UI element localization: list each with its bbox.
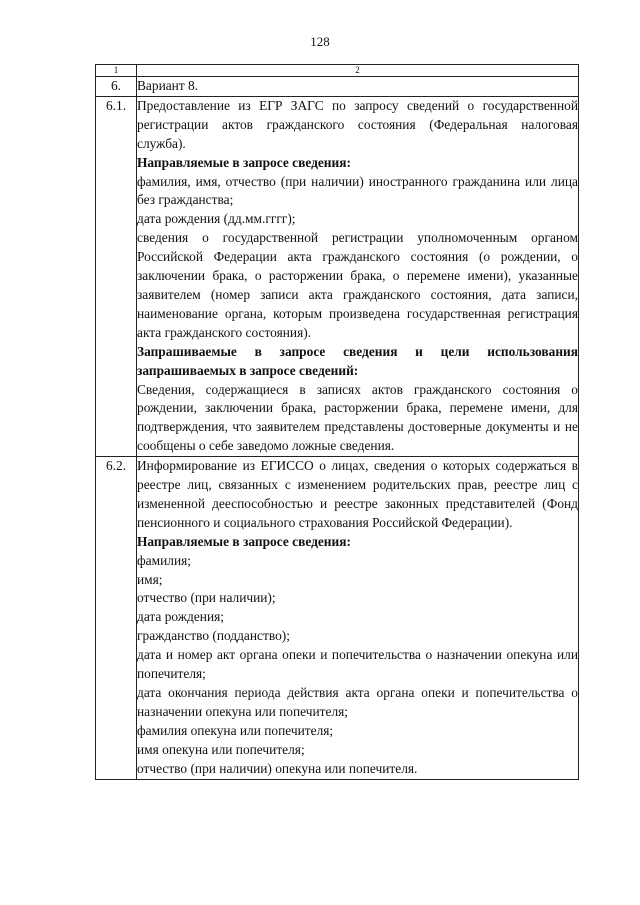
paragraph: отчество (при наличии) опекуна или попечителя.: [137, 760, 418, 776]
row-content: [137, 96, 579, 456]
page-number: 128: [310, 34, 330, 49]
variant-title: Вариант 8.: [137, 77, 579, 97]
paragraph: имя;: [137, 571, 163, 587]
row-number: 6.: [96, 77, 137, 97]
row-number: 6.2.: [96, 457, 137, 779]
variant-row: [96, 77, 579, 97]
paragraph: Сведения, содержащиеся в записях актов гражданского состояния о рождении, заключении брака, расторжении брака, перемене имени, для подтверждения, что заявителем представлены достоверные документы и не сообщены о себе заведомо ложные сведения.: [137, 381, 578, 454]
paragraph: дата и номер акт органа опеки и попечительства о назначении опекуна или попечителя;: [137, 647, 578, 682]
table-row: [96, 457, 579, 779]
paragraph: Предоставление из ЕГР ЗАГС по запросу сведений о государственной регистрации актов гражданского состояния (Федеральная налоговая служба).: [137, 97, 578, 151]
document-table: [95, 64, 579, 780]
paragraph: дата рождения (дд.мм.гггг);: [137, 211, 296, 227]
paragraph: фамилия опекуна или попечителя;: [137, 722, 334, 738]
header-col-1: 1: [96, 65, 137, 77]
paragraph: Информирование из ЕГИССО о лицах, сведения о которых содержаться в реестре лиц, связанных с изменением родительских прав, реестре лиц с измененной дееспособностью и реестре законных представителей (Фонд пенсионного и социального страхования Российской Федерации).: [137, 458, 578, 530]
row-number: 6.1.: [96, 96, 137, 456]
table-row: [96, 96, 579, 456]
header-col-2: 2: [137, 65, 579, 77]
paragraph: имя опекуна или попечителя;: [137, 741, 305, 757]
paragraph: фамилия, имя, отчество (при наличии) иностранного гражданина или лица без гражданства;: [137, 173, 578, 208]
paragraph: дата рождения;: [137, 609, 224, 625]
paragraph: сведения о государственной регистрации уполномоченным органом Российской Федерации акта гражданского состояния (о рождении, о заключении брака, о расторжении брака, о перемене имени), указанные заявителем (номер записи акта гражданского состояния, дата записи, наименование органа, которым произведена государственная регистрация акта гражданского состояния).: [137, 230, 578, 340]
table-header-row: [96, 65, 579, 77]
row-content: [137, 457, 579, 779]
paragraph: фамилия;: [137, 552, 191, 568]
section-heading: Направляемые в запросе сведения:: [137, 154, 351, 170]
paragraph: отчество (при наличии);: [137, 590, 276, 606]
paragraph: гражданство (подданство);: [137, 628, 290, 644]
section-heading: Направляемые в запросе сведения:: [137, 533, 351, 549]
paragraph: дата окончания периода действия акта органа опеки и попечительства о назначении опекуна или попечителя;: [137, 685, 578, 719]
section-heading: Запрашиваемые в запросе сведения и цели использования запрашиваемых в запросе сведений:: [137, 343, 578, 378]
